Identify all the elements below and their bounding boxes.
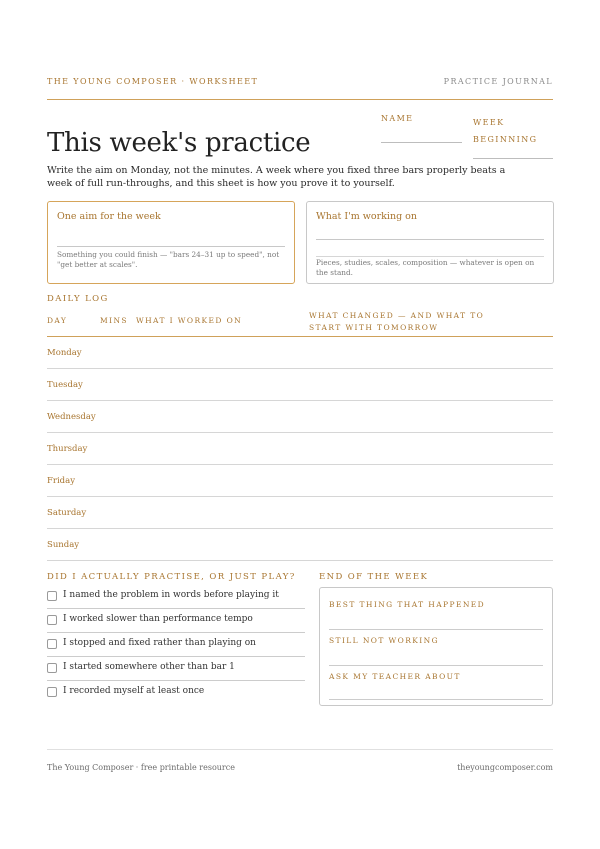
intro-text: Write the aim on Monday, not the minutes. A week where you fixed three bars properly beats a week of full run-throughs, and this sheet is how you prove it to yourself. — [47, 165, 506, 189]
daily-log-heading: DAILY LOG — [47, 294, 109, 304]
footer-credit: The Young Composer · free printable resource — [47, 763, 235, 772]
name-label: NAME — [381, 114, 414, 123]
end-of-week-card — [319, 587, 553, 706]
col-mins: MINS — [100, 316, 128, 325]
day-label: Tuesday — [47, 380, 83, 390]
still-not-working-input-line[interactable] — [329, 665, 543, 666]
footer-url: theyoungcomposer.com — [457, 763, 553, 772]
log-row-wednesday[interactable] — [47, 401, 553, 433]
checklist-item-label: I started somewhere other than bar 1 — [63, 662, 235, 672]
week-label-line-2: BEGINNING — [473, 135, 538, 144]
day-label: Friday — [47, 476, 75, 486]
col-what-changed: WHAT CHANGED — AND WHAT TO START WITH TOMORROW — [309, 311, 485, 332]
checklist-item — [47, 681, 305, 705]
name-field[interactable] — [381, 142, 462, 143]
log-row-friday[interactable] — [47, 465, 553, 497]
aim-card-help: Something you could finish — "bars 24–31 up to speed", not "get better at scales". — [57, 250, 280, 269]
working-on-input-line-2[interactable] — [316, 256, 544, 257]
week-beginning-field[interactable] — [473, 158, 553, 159]
brand-header: THE YOUNG COMPOSER · WORKSHEET — [47, 77, 259, 86]
checklist-item — [47, 657, 305, 681]
checkbox[interactable] — [47, 591, 57, 601]
checklist-item — [47, 633, 305, 657]
working-on-input-line-1[interactable] — [316, 239, 544, 240]
checklist-item — [47, 585, 305, 609]
ask-teacher-input-line[interactable] — [329, 699, 543, 700]
still-not-working-label: STILL NOT WORKING — [329, 636, 439, 645]
aim-card-title: One aim for the week — [57, 211, 161, 222]
working-on-card-title: What I'm working on — [316, 211, 418, 222]
best-thing-input-line[interactable] — [329, 629, 543, 630]
day-label: Thursday — [47, 444, 88, 454]
day-label: Sunday — [47, 540, 80, 550]
aim-card — [47, 201, 295, 284]
working-on-card — [306, 201, 554, 284]
working-on-card-help: Pieces, studies, scales, composition — whatever is open on the stand. — [316, 258, 535, 277]
log-row-saturday[interactable] — [47, 497, 553, 529]
col-day: DAY — [47, 316, 68, 325]
doc-type-header: PRACTICE JOURNAL — [443, 77, 553, 86]
log-row-monday[interactable] — [47, 337, 553, 369]
day-label: Wednesday — [47, 412, 96, 422]
day-label: Monday — [47, 348, 82, 358]
best-thing-label: BEST THING THAT HAPPENED — [329, 600, 486, 609]
col-worked-on: WHAT I WORKED ON — [136, 316, 243, 325]
page-title: This week's practice — [47, 128, 311, 158]
aim-input-line[interactable] — [57, 246, 285, 247]
checkbox[interactable] — [47, 615, 57, 625]
checkbox[interactable] — [47, 663, 57, 673]
log-row-thursday[interactable] — [47, 433, 553, 465]
checklist-item-label: I worked slower than performance tempo — [63, 614, 253, 624]
footer-rule — [47, 749, 553, 750]
checklist-item — [47, 609, 305, 633]
checklist-item-label: I recorded myself at least once — [63, 686, 205, 696]
log-row-sunday[interactable] — [47, 529, 553, 561]
checklist-heading: DID I ACTUALLY PRACTISE, OR JUST PLAY? — [47, 572, 296, 582]
day-label: Saturday — [47, 508, 87, 518]
week-label-line-1: WEEK — [473, 118, 505, 127]
ask-teacher-label: ASK MY TEACHER ABOUT — [329, 672, 461, 681]
checklist-item-label: I named the problem in words before playing it — [63, 590, 279, 600]
checkbox[interactable] — [47, 639, 57, 649]
end-of-week-heading: END OF THE WEEK — [319, 572, 429, 582]
checkbox[interactable] — [47, 687, 57, 697]
checklist-item-label: I stopped and fixed rather than playing on — [63, 638, 256, 648]
week-beginning-label — [473, 114, 537, 148]
header-rule — [47, 99, 553, 100]
log-row-tuesday[interactable] — [47, 369, 553, 401]
